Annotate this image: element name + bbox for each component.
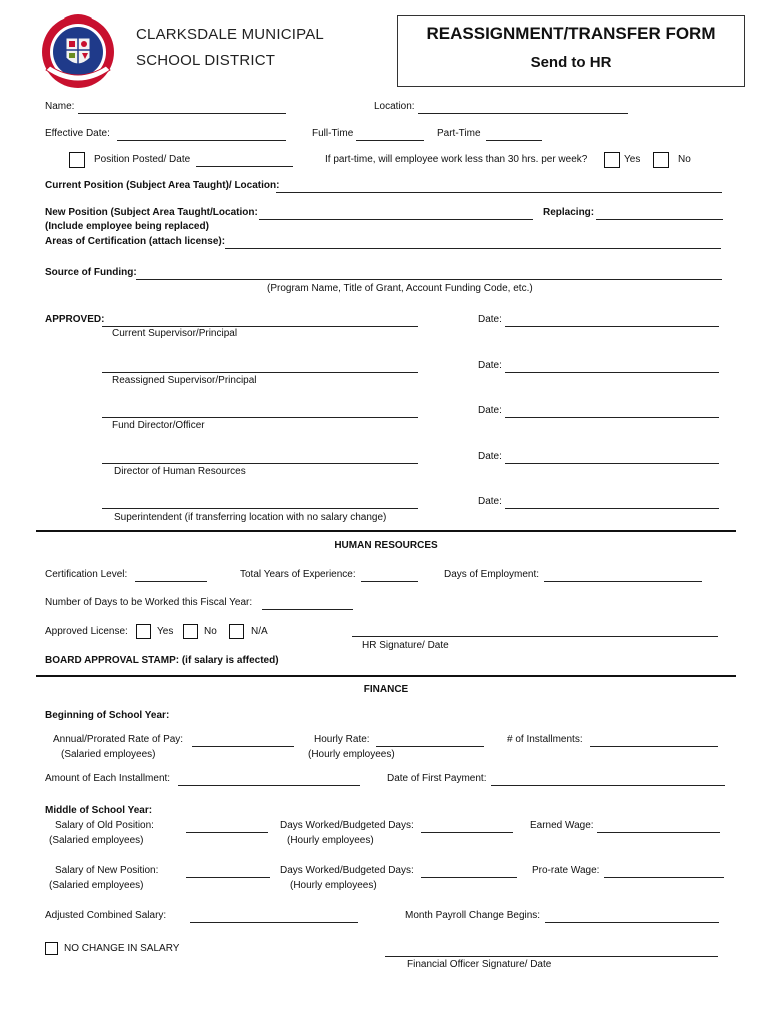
installments-label: # of Installments: — [507, 734, 583, 745]
salary-new-field[interactable] — [186, 877, 270, 878]
date-field-fund-director[interactable] — [505, 417, 719, 418]
hourly-note: (Hourly employees) — [287, 835, 374, 846]
amount-installment-field[interactable] — [178, 785, 360, 786]
signature-line-superintendent[interactable] — [102, 508, 418, 509]
salaried-note: (Salaried employees) — [49, 880, 144, 891]
part-time-question: If part-time, will employee work less than 30 hrs. per week? — [325, 154, 588, 165]
name-label: Name: — [45, 101, 75, 112]
new-position-label: New Position (Subject Area Taught/Location: — [45, 207, 258, 218]
signer-reassigned-supervisor: Reassigned Supervisor/Principal — [112, 375, 257, 386]
location-field[interactable] — [418, 113, 628, 114]
hr-signature-label: HR Signature/ Date — [362, 640, 449, 651]
certification-level-label: Certification Level: — [45, 569, 128, 580]
current-position-label: Current Position (Subject Area Taught)/ Location: — [45, 180, 280, 191]
license-yes-label: Yes — [157, 626, 174, 637]
days-employment-field[interactable] — [544, 581, 702, 582]
date-label: Date: — [478, 451, 502, 462]
earned-wage-field[interactable] — [597, 832, 720, 833]
date-field-reassigned-supervisor[interactable] — [505, 372, 719, 373]
signature-line-current-supervisor[interactable] — [102, 326, 418, 327]
financial-signature-line[interactable] — [385, 956, 718, 957]
days-budgeted-label: Days Worked/Budgeted Days: — [280, 865, 414, 876]
hourly-note: (Hourly employees) — [290, 880, 377, 891]
license-na-label: N/A — [251, 626, 268, 637]
replacing-label: Replacing: — [543, 207, 595, 218]
full-time-label: Full-Time — [312, 128, 354, 139]
funding-hint: (Program Name, Title of Grant, Account Funding Code, etc.) — [267, 283, 533, 294]
signer-current-supervisor: Current Supervisor/Principal — [112, 328, 238, 339]
date-field-hr-director[interactable] — [505, 463, 719, 464]
signature-line-hr-director[interactable] — [102, 463, 418, 464]
part-time-no-checkbox[interactable] — [653, 152, 669, 168]
month-payroll-label: Month Payroll Change Begins: — [405, 910, 541, 921]
part-time-no-label: No — [678, 154, 691, 165]
signer-superintendent: Superintendent (if transferring location with no salary change) — [114, 512, 387, 523]
prorate-wage-field[interactable] — [604, 877, 724, 878]
date-label: Date: — [478, 496, 502, 507]
no-change-salary-label: NO CHANGE IN SALARY — [64, 943, 180, 954]
salary-old-label: Salary of Old Position: — [55, 820, 154, 831]
installments-field[interactable] — [590, 746, 718, 747]
certification-areas-label: Areas of Certification (attach license): — [45, 236, 226, 247]
part-time-yes-checkbox[interactable] — [604, 152, 620, 168]
date-label: Date: — [478, 405, 502, 416]
hr-signature-line[interactable] — [352, 636, 718, 637]
license-no-label: No — [204, 626, 217, 637]
section-divider — [36, 675, 736, 677]
hr-heading: HUMAN RESOURCES — [334, 540, 438, 551]
days-budgeted-new-field[interactable] — [421, 877, 517, 878]
date-field-current-supervisor[interactable] — [505, 326, 719, 327]
signer-hr-director: Director of Human Resources — [114, 466, 246, 477]
signature-line-fund-director[interactable] — [102, 417, 418, 418]
finance-heading: FINANCE — [363, 684, 409, 695]
annual-rate-label: Annual/Prorated Rate of Pay: — [53, 734, 184, 745]
full-time-field[interactable] — [356, 140, 424, 141]
form-subtitle: Send to HR — [530, 54, 612, 71]
total-years-label: Total Years of Experience: — [240, 569, 356, 580]
license-no-checkbox[interactable] — [183, 624, 198, 639]
replacing-field[interactable] — [596, 219, 723, 220]
month-payroll-field[interactable] — [545, 922, 719, 923]
hourly-rate-label: Hourly Rate: — [314, 734, 370, 745]
include-replaced-label: (Include employee being replaced) — [45, 221, 209, 232]
approved-label: APPROVED: — [45, 314, 105, 325]
form-title: REASSIGNMENT/TRANSFER FORM — [426, 24, 716, 43]
middle-year-label: Middle of School Year: — [45, 805, 153, 816]
days-employment-label: Days of Employment: — [444, 569, 540, 580]
school-name-line1: CLARKSDALE MUNICIPAL — [136, 26, 324, 43]
license-na-checkbox[interactable] — [229, 624, 244, 639]
form-title-box — [397, 15, 745, 87]
current-position-field[interactable] — [276, 192, 722, 193]
school-name-line2: SCHOOL DISTRICT — [136, 52, 276, 69]
no-change-salary-checkbox[interactable] — [45, 942, 58, 955]
adjusted-salary-field[interactable] — [190, 922, 358, 923]
position-posted-checkbox[interactable] — [69, 152, 85, 168]
financial-signature-label: Financial Officer Signature/ Date — [407, 959, 552, 970]
name-field[interactable] — [78, 113, 286, 114]
approved-license-label: Approved License: — [45, 626, 128, 637]
date-field-superintendent[interactable] — [505, 508, 719, 509]
date-label: Date: — [478, 314, 502, 325]
board-stamp-label: BOARD APPROVAL STAMP: (if salary is affected) — [45, 655, 279, 666]
position-posted-label: Position Posted/ Date — [94, 154, 191, 165]
license-yes-checkbox[interactable] — [136, 624, 151, 639]
section-divider — [36, 530, 736, 532]
beginning-year-label: Beginning of School Year: — [45, 710, 170, 721]
certification-level-field[interactable] — [135, 581, 207, 582]
adjusted-salary-label: Adjusted Combined Salary: — [45, 910, 167, 921]
district-seal-logo — [36, 8, 120, 92]
earned-wage-label: Earned Wage: — [530, 820, 594, 831]
signer-fund-director: Fund Director/Officer — [112, 420, 205, 431]
certification-areas-field[interactable] — [225, 248, 721, 249]
annual-rate-field[interactable] — [192, 746, 294, 747]
prorate-wage-label: Pro-rate Wage: — [532, 865, 600, 876]
part-time-label: Part-Time — [437, 128, 481, 139]
hourly-note: (Hourly employees) — [308, 749, 395, 760]
date-label: Date: — [478, 360, 502, 371]
amount-installment-label: Amount of Each Installment: — [45, 773, 171, 784]
location-label: Location: — [374, 101, 415, 112]
salaried-note: (Salaried employees) — [61, 749, 156, 760]
effective-date-label: Effective Date: — [45, 128, 110, 139]
days-worked-field[interactable] — [262, 609, 353, 610]
funding-label: Source of Funding: — [45, 267, 137, 278]
days-budgeted-label: Days Worked/Budgeted Days: — [280, 820, 414, 831]
days-worked-label: Number of Days to be Worked this Fiscal Year: — [45, 597, 253, 608]
salary-old-field[interactable] — [186, 832, 268, 833]
part-time-field[interactable] — [486, 140, 542, 141]
signature-line-reassigned-supervisor[interactable] — [102, 372, 418, 373]
total-years-field[interactable] — [361, 581, 418, 582]
salaried-note: (Salaried employees) — [49, 835, 144, 846]
new-position-field[interactable] — [259, 219, 533, 220]
position-posted-date-field[interactable] — [196, 166, 293, 167]
part-time-yes-label: Yes — [624, 154, 641, 165]
funding-field[interactable] — [136, 279, 722, 280]
salary-new-label: Salary of New Position: — [55, 865, 159, 876]
first-payment-label: Date of First Payment: — [387, 773, 487, 784]
effective-date-field[interactable] — [117, 140, 286, 141]
hourly-rate-field[interactable] — [376, 746, 484, 747]
first-payment-field[interactable] — [491, 785, 725, 786]
days-budgeted-old-field[interactable] — [421, 832, 513, 833]
